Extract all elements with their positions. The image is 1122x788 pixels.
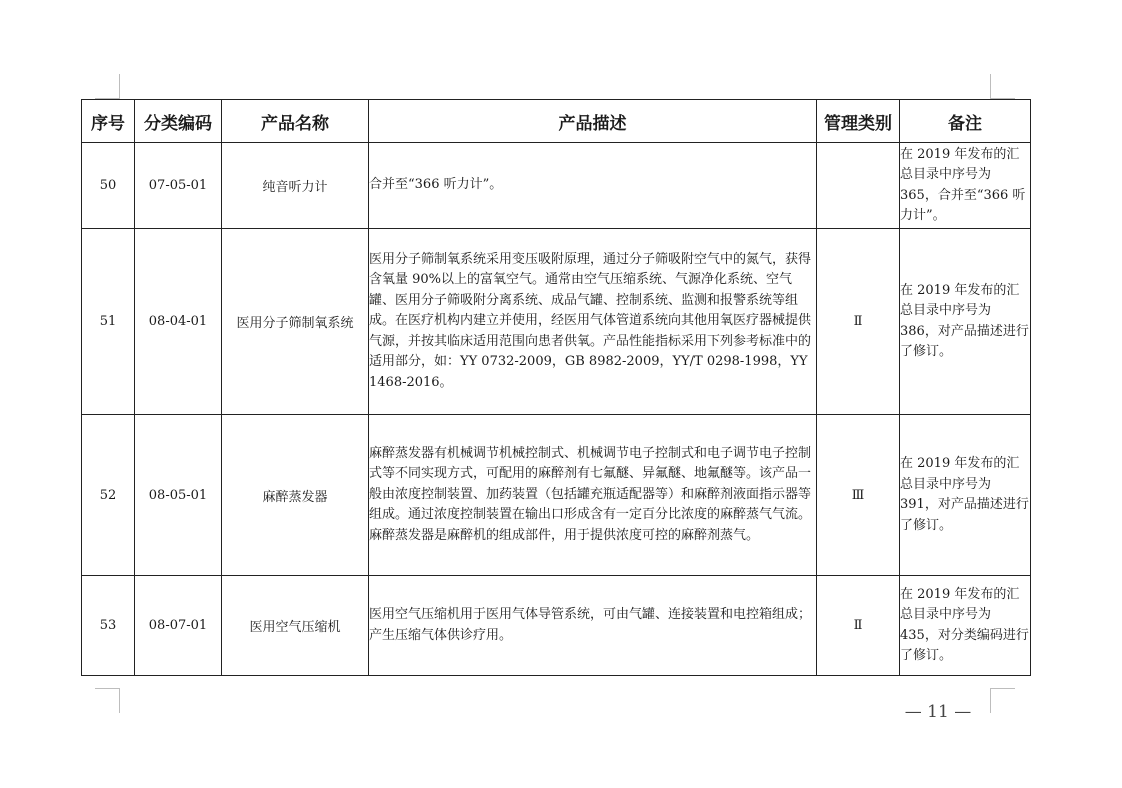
header-remarks: 备注 [900, 100, 1031, 143]
cell-description [369, 229, 817, 415]
description-paragraph: 麻醉蒸发器是麻醉机的组成部件，用于提供浓度可控的麻醉剂蒸气。 [369, 527, 760, 543]
cell-code: 08-05-01 [135, 415, 222, 576]
cell-code: 08-04-01 [135, 229, 222, 415]
cell-management-category [817, 143, 900, 229]
description-paragraph: 医用分子筛制氧系统采用变压吸附原理，通过分子筛吸附空气中的氮气，获得含氧量 90%以上的富氧空气。通常由空气压缩系统、气源净化系统、空气罐、医用分子筛吸附分离系统、成品气罐、控制系统、监测和报警系统等组成。在医疗机构内建立并使用，经医用气体管道系统向其他用氧医疗器械提供气源，并按其临床适用范围向患者供氧。产品性能指标采用下列参考标准中的适用部分，如：YY 0732-2009，GB 8982-2009，YY/T 0298-1998，YY 1468-2016。 [369, 251, 812, 390]
description-paragraph: 医用空气压缩机用于医用气体导管系统，可由气罐、连接装置和电控箱组成；产生压缩气体供诊疗用。 [369, 607, 812, 643]
crop-mark-bottom-right [990, 688, 1015, 713]
header-code: 分类编码 [135, 100, 222, 143]
crop-mark-top-left [95, 74, 120, 99]
cell-management-category: Ⅲ [817, 415, 900, 576]
cell-product-name: 麻醉蒸发器 [222, 415, 369, 576]
crop-mark-bottom-left [95, 688, 120, 713]
cell-remarks: 在 2019 年发布的汇总目录中序号为 435，对分类编码进行了修订。 [900, 576, 1031, 676]
cell-product-name: 纯音听力计 [222, 143, 369, 229]
cell-code: 08-07-01 [135, 576, 222, 676]
cell-remarks: 在 2019 年发布的汇总目录中序号为 386，对产品描述进行了修订。 [900, 229, 1031, 415]
description-paragraph: 麻醉蒸发器有机械调节机械控制式、机械调节电子控制式和电子调节电子控制式等不同实现方式，可配用的麻醉剂有七氟醚、异氟醚、地氟醚等。该产品一般由浓度控制装置、加药装置（包括罐充瓶适配器等）和麻醉剂液面指示器等组成。通过浓度控制装置在输出口形成含有一定百分比浓度的麻醉蒸气气流。 [369, 445, 812, 523]
cell-management-category: Ⅱ [817, 576, 900, 676]
table-row [82, 576, 1031, 676]
table-row [82, 229, 1031, 415]
cell-serial: 52 [82, 415, 135, 576]
cell-serial: 50 [82, 143, 135, 229]
header-description: 产品描述 [369, 100, 817, 143]
header-management-category: 管理类别 [817, 100, 900, 143]
cell-serial: 53 [82, 576, 135, 676]
cell-description [369, 576, 817, 676]
catalog-table [81, 99, 1031, 676]
cell-code: 07-05-01 [135, 143, 222, 229]
cell-product-name: 医用分子筛制氧系统 [222, 229, 369, 415]
cell-description [369, 143, 817, 229]
table-header-row [82, 100, 1031, 143]
cell-description [369, 415, 817, 576]
header-product-name: 产品名称 [222, 100, 369, 143]
cell-remarks: 在 2019 年发布的汇总目录中序号为 391，对产品描述进行了修订。 [900, 415, 1031, 576]
cell-product-name: 医用空气压缩机 [222, 576, 369, 676]
page-number: — 11 — [904, 702, 972, 722]
header-serial: 序号 [82, 100, 135, 143]
cell-management-category: Ⅱ [817, 229, 900, 415]
table-row [82, 415, 1031, 576]
cell-remarks: 在 2019 年发布的汇总目录中序号为 365，合并至“366 听力计”。 [900, 143, 1031, 229]
description-paragraph: 合并至“366 听力计”。 [369, 177, 503, 193]
table-row [82, 143, 1031, 229]
cell-serial: 51 [82, 229, 135, 415]
crop-mark-top-right [990, 74, 1015, 99]
